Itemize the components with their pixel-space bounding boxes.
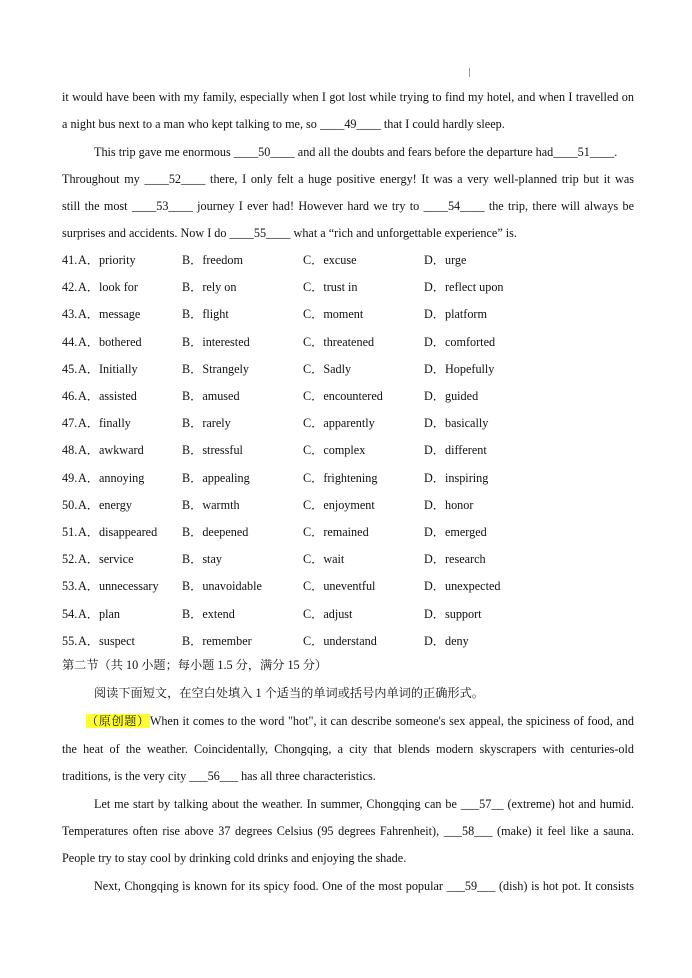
option-c: C．adjust <box>303 606 353 621</box>
option-a: A．suspect <box>78 633 135 648</box>
option-c: C．uneventful <box>303 579 376 594</box>
option-d: D．honor <box>424 497 474 512</box>
blank-58: ___58___ <box>443 824 493 838</box>
option-d: D．comforted <box>424 334 496 349</box>
option-a: A．bothered <box>78 334 142 349</box>
option-c: C．trust in <box>303 280 358 295</box>
question-number: 43. <box>62 307 78 322</box>
passage2-line-2: the heat of the weather. Coincidentally, Chongqing, a city that blends modern skyscrapers with centuries-old <box>62 742 634 756</box>
option-b: B．stay <box>182 552 222 567</box>
passage2-line-4: Let me start by talking about the weather. In summer, Chongqing can be ___57__ (extreme) hot and humid. <box>94 797 634 811</box>
option-d: D．deny <box>424 633 469 648</box>
option-c: C．remained <box>303 525 369 539</box>
option-c: C．complex <box>303 443 366 458</box>
passage2-line-7: Next, Chongqing is known for its spicy food. One of the most popular ___59___ (dish) is hot pot. It consists <box>94 879 634 893</box>
option-b: B．appealing <box>182 470 250 485</box>
option-d: D．support <box>424 606 482 621</box>
passage-line-3: This trip gave me enormous ____50____ and all the doubts and fears before the departure had____51____. <box>94 145 618 159</box>
option-a: A．energy <box>78 497 132 512</box>
option-b: B．Strangely <box>182 361 250 376</box>
question-number: 47. <box>62 416 78 431</box>
option-a: A．disappeared <box>78 525 158 539</box>
option-d: D．platform <box>424 307 487 322</box>
option-d: D．guided <box>424 389 479 403</box>
question-number: 44. <box>62 334 78 349</box>
passage-line-1: it would have been with my family, especially when I got lost while trying to find my hotel, and when I travelled on <box>62 90 634 104</box>
option-a: A．Initially <box>78 361 138 376</box>
option-a: A．assisted <box>78 389 137 403</box>
page-marker <box>469 68 470 77</box>
section-heading: 第二节（共 10 小题；每小题 1.5 分，满分 15 分） <box>62 658 328 672</box>
option-b: B．interested <box>182 334 250 349</box>
passage2-line-6: People try to stay cool by drinking cold drinks and enjoying the shade. <box>62 851 407 865</box>
blank-53: ____53____ <box>131 199 193 213</box>
question-number: 50. <box>62 497 78 512</box>
option-a: A．annoying <box>78 470 145 485</box>
blank-52: ____52____ <box>144 172 206 186</box>
passage-line-2: a night bus next to a man who kept talking to me, so ____49____ that I could hardly sleep. <box>62 117 505 131</box>
blank-57: ___57__ <box>460 797 504 811</box>
original-question-tag: （原创题） <box>86 714 150 728</box>
option-d: D．inspiring <box>424 470 489 485</box>
blank-56: ___56___ <box>189 769 239 783</box>
option-a: A．finally <box>78 416 131 431</box>
blank-50: ____50____ <box>233 145 295 159</box>
option-d: D．emerged <box>424 525 487 539</box>
option-a: A．unnecessary <box>78 579 159 594</box>
option-b: B．amused <box>182 389 240 403</box>
option-b: B．unavoidable <box>182 579 262 594</box>
option-a: A．look for <box>78 280 138 295</box>
option-c: C．frightening <box>303 470 378 485</box>
option-b: B．stressful <box>182 443 243 458</box>
option-d: D．reflect upon <box>424 280 504 295</box>
option-d: D．different <box>424 443 487 458</box>
option-a: A．message <box>78 307 141 322</box>
option-c: C．threatened <box>303 334 375 349</box>
question-number: 42. <box>62 280 78 295</box>
option-c: C．encountered <box>303 389 383 403</box>
option-b: B．deepened <box>182 525 249 539</box>
option-d: D．unexpected <box>424 579 501 594</box>
option-b: B．warmth <box>182 497 240 512</box>
option-d: D．Hopefully <box>424 361 495 376</box>
option-a: A．priority <box>78 253 136 267</box>
option-a: A．awkward <box>78 443 144 458</box>
question-number: 46. <box>62 389 78 403</box>
option-b: B．rely on <box>182 280 237 295</box>
option-b: B．flight <box>182 307 229 322</box>
option-c: C．apparently <box>303 416 375 431</box>
question-number: 51. <box>62 525 78 539</box>
question-number: 49. <box>62 470 78 485</box>
passage-line-5: still the most ____53____ journey I ever had! However hard we try to ____54____ the trip, there will always be <box>62 199 634 213</box>
blank-54: ____54____ <box>423 199 485 213</box>
passage2-line-1: （原创题）When it comes to the word "hot", it can describe someone's sex appeal, the spiciness of food, and <box>86 714 635 728</box>
question-number: 45. <box>62 361 78 376</box>
question-number: 41. <box>62 253 78 267</box>
option-c: C．understand <box>303 633 377 648</box>
question-number: 54. <box>62 606 78 621</box>
question-number: 48. <box>62 443 78 458</box>
option-c: C．moment <box>303 307 364 322</box>
option-c: C．enjoyment <box>303 497 375 512</box>
question-number: 52. <box>62 552 78 567</box>
option-b: B．extend <box>182 606 235 621</box>
option-a: A．plan <box>78 606 120 621</box>
option-b: B．remember <box>182 633 252 648</box>
passage-line-4: Throughout my ____52____ there, I only felt a huge positive energy! It was a very well-planned trip but it was <box>62 172 634 186</box>
option-b: B．freedom <box>182 253 243 267</box>
passage2-line-3: traditions, is the very city ___56___ has all three characteristics. <box>62 769 376 783</box>
option-c: C．Sadly <box>303 361 352 376</box>
passage2-line-5: Temperatures often rise above 37 degrees Celsius (95 degrees Fahrenheit), ___58___ (make) it feel like a sauna. <box>62 824 634 838</box>
question-number: 55. <box>62 633 78 648</box>
option-d: D．basically <box>424 416 489 431</box>
blank-51: ____51____ <box>553 145 615 159</box>
option-c: C．wait <box>303 552 345 567</box>
option-d: D．research <box>424 552 486 567</box>
option-a: A．service <box>78 552 134 567</box>
option-c: C．excuse <box>303 253 357 267</box>
blank-59: ___59___ <box>446 879 496 893</box>
blank-49: ____49____ <box>319 117 381 131</box>
question-number: 53. <box>62 579 78 594</box>
section-instruction: 阅读下面短文，在空白处填入 1 个适当的单词或括号内单词的正确形式。 <box>94 686 484 700</box>
option-b: B．rarely <box>182 416 231 431</box>
passage-line-6: surprises and accidents. Now I do ____55____ what a “rich and unforgettable experience” is. <box>62 226 517 240</box>
option-d: D．urge <box>424 253 467 267</box>
blank-55: ____55____ <box>229 226 291 240</box>
